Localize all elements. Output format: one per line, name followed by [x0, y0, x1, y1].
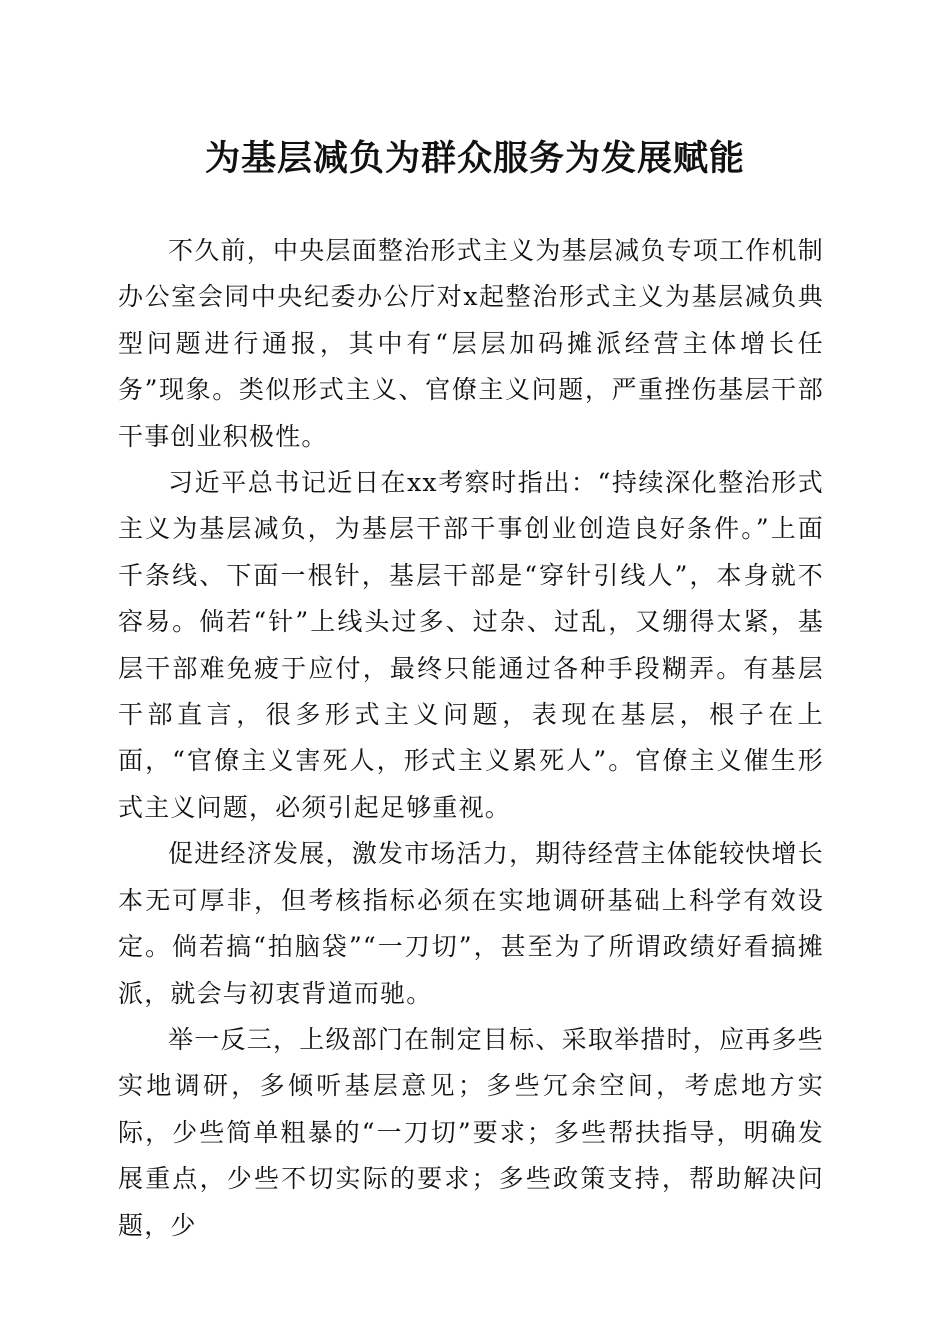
paragraph: 促进经济发展，激发市场活力，期待经营主体能较快增长本无可厚非，但考核指标必须在实地调研基础上科学有效设定。倘若搞“拍脑袋”“一刀切”，甚至为了所谓政绩好看搞摊派，就会与初衷背道而驰。: [118, 839, 824, 1008]
document-body: [118, 228, 824, 1249]
paragraph: 习近平总书记近日在xx考察时指出：“持续深化整治形式主义为基层减负，为基层干部干事创业创造良好条件。”上面千条线、下面一根针，基层干部是“穿针引线人”，本身就不容易。倘若“针”上线头过多、过杂、过乱，又绷得太紧，基层干部难免疲于应付，最终只能通过各种手段糊弄。有基层干部直言，很多形式主义问题，表现在基层，根子在上面，“官僚主义害死人，形式主义累死人”。官僚主义催生形式主义问题，必须引起足够重视。: [118, 468, 824, 822]
paragraph: 举一反三，上级部门在制定目标、采取举措时，应再多些实地调研，多倾听基层意见；多些冗余空间，考虑地方实际，少些简单粗暴的“一刀切”要求；多些帮扶指导，明确发展重点，少些不切实际的要求；多些政策支持，帮助解决问题，少: [118, 1024, 824, 1240]
document-title: 为基层减负为群众服务为发展赋能: [204, 138, 745, 179]
paragraph: 不久前，中央层面整治形式主义为基层减负专项工作机制办公室会同中央纪委办公厅对x起整治形式主义为基层减负典型问题进行通报，其中有“层层加码摊派经营主体增长任务”现象。类似形式主义、官僚主义问题，严重挫伤基层干部干事创业积极性。: [118, 236, 824, 451]
